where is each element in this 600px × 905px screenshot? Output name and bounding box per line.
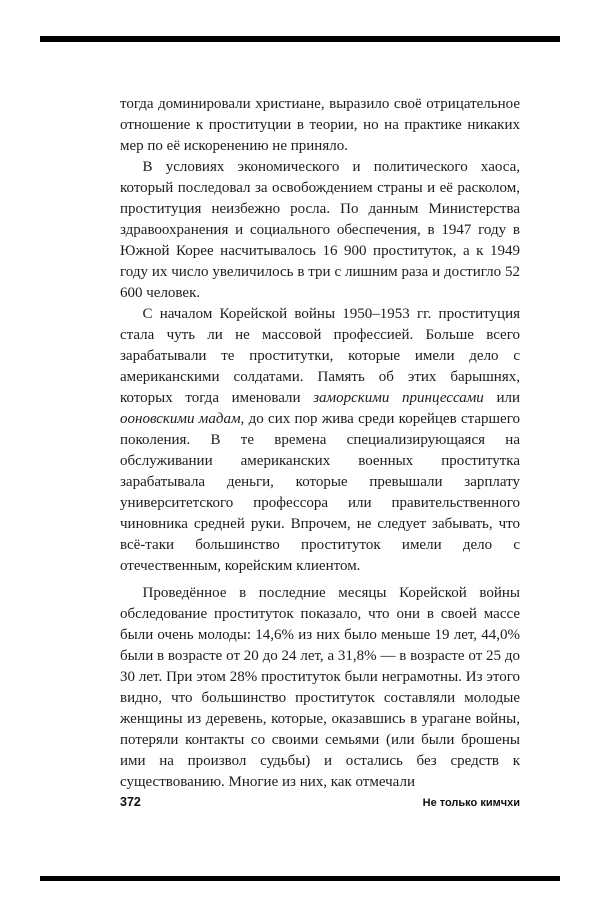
bottom-rule	[40, 876, 560, 881]
paragraph	[120, 304, 520, 577]
running-title: Не только кимчхи	[422, 797, 520, 809]
text-run: Проведённое в последние месяцы Корейской войны обследование проституток показало, что они в своей массе были очень молоды: 14,6% из них было меньше 19 лет, 44,0% были в возрасте от 20 до 24 лет, а 31,8% — в возрасте от 25 до 30 лет. При этом 28% проституток были неграмотны. Из этого видно, что большинство проституток составляли молодые женщины из деревень, которые, оказавшись в урагане войны, потеряли контакты со своими семьями (или были брошены ими на произвол судьбы) и остались без средств к существованию. Многие из них, как отмечали	[120, 585, 520, 790]
body-text	[120, 94, 520, 793]
text-run-italic: заморскими принцессами	[313, 390, 484, 406]
text-run: С началом Корейской войны 1950–1953 гг. проституция стала чуть ли не массовой профессией. Больше всего зарабатывали те проститутки, которые имели дело с американскими солдатами. Память об этих барышнях, которых тогда именовали	[120, 306, 520, 406]
text-run: , до сих пор жива среди корейцев старшего поколения. В те времена специализирующаяся на обслуживании американских военных проститутка зарабатывала деньги, которые превышали зарплату университетского профессора или правительственного чиновника средней руки. Впрочем, не следует забывать, что всё-таки большинство проституток имели дело с отечественным, корейским клиентом.	[120, 411, 520, 574]
text-run-italic: ооновскими мадам	[120, 411, 241, 427]
text-run: В условиях экономического и политического хаоса, который последовал за освобождением страны и её расколом, проституция неизбежно росла. По данным Министерства здравоохранения и социального обеспечения, в 1947 году в Южной Корее насчитывалось 16 900 проституток, а к 1949 году их число увеличилось в три с лишним раза и достигло 52 600 человек.	[120, 159, 520, 301]
paragraph	[120, 157, 520, 304]
paragraph	[120, 94, 520, 157]
text-run: тогда доминировали христиане, выразило своё отрицательное отношение к проституции в теории, но на практике никаких мер по её искоренению не приняло.	[120, 96, 520, 154]
page-number: 372	[120, 795, 141, 809]
top-rule	[40, 36, 560, 42]
paragraph	[120, 583, 520, 793]
page-footer	[120, 795, 520, 809]
text-run: или	[483, 390, 520, 406]
